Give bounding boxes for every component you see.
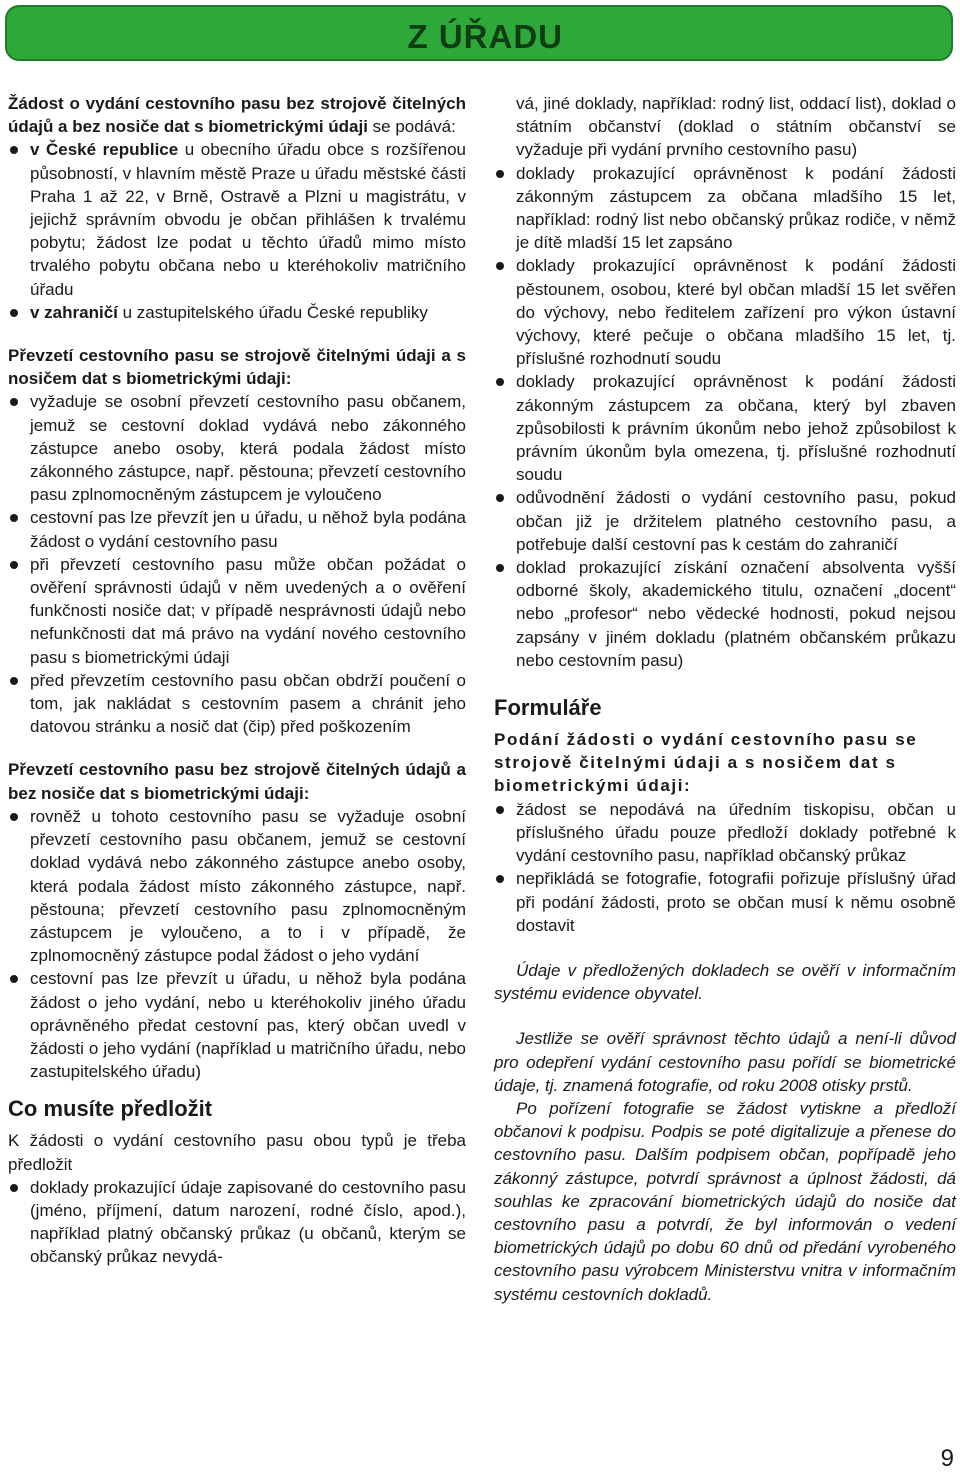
section-title: Formuláře bbox=[494, 695, 602, 721]
list-item: doklad prokazující získání označení absolventa vyšší odborné školy, akademického titulu, označení „docent“ nebo „profesor“ nebo vědecké hodnosti, pokud nejsou zapsány v jiném dokladu (platném občanském průkazu nebo cestovním pasu) bbox=[494, 556, 956, 672]
heading-tail: se podává: bbox=[367, 117, 456, 137]
list-item: žádost se nepodává na úředním tiskopisu, občan u příslušného úřadu pouze předloží doklady potřebné k vydání cestovního pasu, například občanský průkaz bbox=[494, 798, 956, 868]
note-paragraph: Po pořízení fotografie se žádost vytiskne a předloží občanovi k podpisu. Podpis se poté digitalizuje a přenese do cestovního pasu. Dalším podpisem občan, popřípadě jeho zákonný zástupce, potvrdí správnost a úplnost žádosti, dá souhlas ke zpracování biometrických údajů do nosiče dat cestovního pasu a potvrdí, že byl informován o vedení biometrických údajů po dobu 60 dnů od předání vyrobeného cestovního pasu výrobcem Ministerstvu vnitra v informačním systému cestovních dokladů. bbox=[494, 1098, 956, 1304]
list-item: vyžaduje se osobní převzetí cestovního pasu občanem, jemuž se cestovní doklad vydává nebo zákonného zástupce anebo osoby, která podala žádost místo zákonného zástupce, např. pěstouna; převzetí cestovního pasu zplnomocněným zástupcem je vyloučeno bbox=[8, 390, 466, 506]
item-bold: v České republice bbox=[30, 140, 179, 160]
section-heading bbox=[8, 92, 466, 138]
item-bold: v zahraničí bbox=[30, 302, 118, 322]
note-paragraph: Údaje v předložených dokladech se ověří v informačním systému evidence obyvatel. bbox=[494, 960, 956, 1004]
list-item: rovněž u tohoto cestovního pasu se vyžaduje osobní převzetí cestovního pasu občanem, jemuž se cestovní doklad vydává nebo zákonného zástupce anebo osoby, která podala žádost místo zákonného zástupce, např. pěstouna; převzetí cestovního pasu zplnomocněným zástupcem je vyloučeno, a to i v případě, že zplnomocněný zástupce podal žádost o jeho vydání bbox=[8, 805, 466, 967]
page-number: 9 bbox=[940, 1445, 954, 1472]
heading-bold: Žádost o vydání cestovního pasu bez strojově čitelných údajů a bez nosiče dat s biometrickými údaji bbox=[8, 94, 466, 137]
page-title: Z ÚŘADU bbox=[407, 18, 563, 55]
item-text: u zastupitelského úřadu České republiky bbox=[117, 302, 428, 322]
notes-block bbox=[494, 959, 956, 1306]
section-pickup-with-biometrics bbox=[8, 344, 466, 738]
list-item bbox=[8, 301, 466, 324]
bullet-list bbox=[8, 138, 466, 324]
left-column bbox=[8, 92, 466, 1269]
list-item: nepřikládá se fotografie, fotografii pořizuje příslušný úřad při podání žádosti, proto se občan musí k němu osobně dostavit bbox=[494, 867, 956, 937]
section-heading: Převzetí cestovního pasu bez strojově čitelných údajů a bez nosiče dat s biometrickými údaji: bbox=[8, 760, 466, 803]
section-pickup-without-biometrics bbox=[8, 758, 466, 1083]
section-title: Co musíte předložit bbox=[8, 1096, 213, 1122]
list-item: cestovní pas lze převzít u úřadu, u něhož byla podána žádost o jeho vydání, nebo u kteréhokoliv jiného úřadu oprávněného předat cestovní pas, který občan uvedl v žádosti o jeho vydání (například u matričního úřadu, nebo zastupitelského úřadu) bbox=[8, 967, 466, 1083]
section-required-documents bbox=[8, 1095, 466, 1268]
list-item: doklady prokazující údaje zapisované do cestovního pasu (jméno, příjmení, datum narození, rodné číslo, apod.), například platný občanský průkaz (u občanů, kterým se občanský průkaz nevydá- bbox=[8, 1176, 466, 1269]
item-text: u obecního úřadu obce s rozšířenou působností, v hlavním městě Praze u úřadu městské části Praha 1 až 22, v Brně, Ostravě a Plzni u magistrátu, v jejichž správním obvodu je občan přihlášen k trvalému pobytu; žádost lze podat u těchto úřadů mimo místo trvalého pobytu občana nebo u kteréhokoliv matričního úřadu bbox=[30, 140, 467, 299]
list-item: před převzetím cestovního pasu občan obdrží poučení o tom, jak nakládat s cestovním pasem a chránit jeho datovou stránku a nosič dat (čip) před poškozením bbox=[8, 669, 466, 739]
list-item-continued: vá, jiné doklady, například: rodný list, oddací list), doklad o státním občanství (doklad o státním občanství se vyžaduje při vydání prvního cestovního pasu) bbox=[516, 94, 956, 160]
bullet-list bbox=[494, 798, 956, 937]
right-column bbox=[494, 92, 956, 1306]
list-item: odůvodnění žádosti o vydání cestovního pasu, pokud občan již je držitelem platného cestovního pasu, a potřebuje další cestovní pas k cestám do zahraničí bbox=[494, 486, 956, 556]
section-forms bbox=[494, 694, 956, 937]
section-application-without-biometrics bbox=[8, 92, 466, 324]
note-paragraph: Jestliže se ověří správnost těchto údajů a není-li důvod pro odepření vydání cestovního pasu pořídí se biometrické údaje, tj. znamená fotografie, od roku 2008 otisky prstů. bbox=[494, 1029, 956, 1095]
section-intro: K žádosti o vydání cestovního pasu obou typů je třeba předložit bbox=[8, 1131, 466, 1174]
section-heading: Podání žádosti o vydání cestovního pasu se strojově čitelnými údaji a s nosičem dat s biometrickými údaji: bbox=[494, 730, 918, 796]
list-item: doklady prokazující oprávněnost k podání žádosti zákonným zástupcem za občana, který byl zbaven způsobilosti k právním úkonům nebo jehož způsobilost k právním úkonům byla omezena, tj. příslušné rozhodnutí soudu bbox=[494, 370, 956, 486]
bullet-list bbox=[494, 92, 956, 672]
bullet-list bbox=[8, 1176, 466, 1269]
bullet-list bbox=[8, 390, 466, 738]
header-banner bbox=[5, 5, 953, 61]
list-item: při převzetí cestovního pasu může občan požádat o ověření správnosti údajů v něm uvedených a o ověření funkčnosti nosiče dat; v případě nesprávnosti údajů nebo nefunkčnosti dat má právo na vydání nového cestovního pasu s biometrickými údaji bbox=[8, 553, 466, 669]
bullet-list bbox=[8, 805, 466, 1083]
section-heading: Převzetí cestovního pasu se strojově čitelnými údaji a s nosičem dat s biometrickými údaji: bbox=[8, 346, 466, 389]
list-item: cestovní pas lze převzít jen u úřadu, u něhož byla podána žádost o vydání cestovního pasu bbox=[8, 506, 466, 552]
list-item: doklady prokazující oprávněnost k podání žádosti zákonným zástupcem za občana mladšího 15 let, například: rodný list nebo občanský průkaz rodiče, v němž je dítě mladší 15 let zapsáno bbox=[494, 162, 956, 255]
list-item: doklady prokazující oprávněnost k podání žádosti pěstounem, osobou, které byl občan mladší 15 let svěřen do výchovy, nebo ředitelem zařízení pro výkon ústavní výchovy, které pečuje o občana mladšího 15 let, tj. příslušné rozhodnutí soudu bbox=[494, 254, 956, 370]
list-item bbox=[8, 138, 466, 300]
